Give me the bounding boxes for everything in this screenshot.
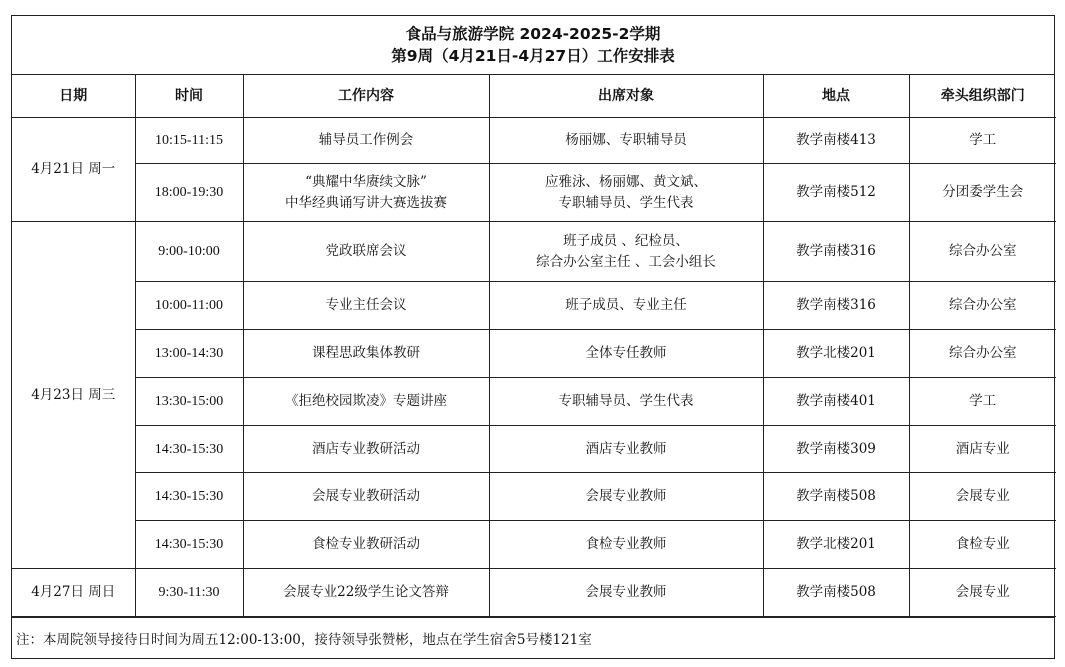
table-row: [12, 282, 1056, 330]
cell-time: 13:30-15:00: [135, 378, 243, 426]
header-content: 工作内容: [243, 75, 489, 118]
cell-dept: 学工: [909, 378, 1056, 426]
header-attendees: 出席对象: [489, 75, 763, 118]
attendees-line: 班子成员 、纪检员、: [563, 232, 689, 249]
cell-dept: 综合办公室: [909, 282, 1056, 330]
attendees-line: 酒店专业教师: [585, 440, 667, 457]
cell-dept: 学工: [909, 118, 1056, 164]
header-dept: 牵头组织部门: [909, 75, 1056, 118]
attendees-line: 专职辅导员、学生代表: [558, 194, 694, 211]
content-line: “典耀中华赓续文脉”: [305, 173, 427, 190]
attendees-line: 食检专业教师: [585, 536, 667, 552]
table-row: [12, 569, 1056, 617]
cell-location: 教学南楼508: [763, 569, 909, 617]
cell-content: [243, 569, 489, 617]
cell-attendees: [489, 521, 763, 569]
cell-content: [243, 378, 489, 426]
content-line: 中华经典诵写讲大赛选拔赛: [285, 194, 447, 211]
table-row: [12, 378, 1056, 426]
cell-content: [243, 473, 489, 521]
schedule-table: [12, 75, 1056, 617]
table-row: [12, 164, 1056, 222]
cell-location: 教学北楼201: [763, 330, 909, 378]
table-row: [12, 473, 1056, 521]
cell-time: 14:30-15:30: [135, 473, 243, 521]
cell-dept: 酒店专业: [909, 426, 1056, 473]
cell-location: 教学南楼401: [763, 378, 909, 426]
header-time: 时间: [135, 75, 243, 118]
cell-content: [243, 118, 489, 164]
cell-content: [243, 330, 489, 378]
cell-dept: 综合办公室: [909, 330, 1056, 378]
cell-time: 10:15-11:15: [135, 118, 243, 164]
cell-location: 教学南楼316: [763, 222, 909, 282]
cell-location: 教学南楼316: [763, 282, 909, 330]
cell-date: 4月23日 周三: [12, 222, 135, 569]
cell-time: 9:30-11:30: [135, 569, 243, 617]
title-line-2: 第9周（4月21日-4月27日）工作安排表: [391, 47, 675, 65]
content-line: 食检专业教研活动: [312, 536, 420, 552]
header-row: [12, 75, 1056, 118]
cell-dept: 分团委学生会: [909, 164, 1056, 222]
header-date: 日期: [12, 75, 135, 118]
title-line-1: 食品与旅游学院 2024-2025-2学期: [405, 25, 661, 43]
attendees-line: 全体专任教师: [585, 345, 667, 361]
cell-content: [243, 222, 489, 282]
cell-dept: 会展专业: [909, 569, 1056, 617]
cell-content: [243, 282, 489, 330]
cell-content: [243, 164, 489, 222]
attendees-line: 应雅泳、杨丽娜、黄文斌、: [545, 173, 707, 190]
attendees-line: 综合办公室主任 、工会小组长: [536, 253, 716, 270]
cell-attendees: [489, 569, 763, 617]
cell-location: 教学南楼512: [763, 164, 909, 222]
table-row: [12, 330, 1056, 378]
content-line: 会展专业教研活动: [312, 488, 420, 504]
schedule-title: [12, 16, 1054, 75]
attendees-line: 会展专业教师: [585, 584, 667, 600]
cell-location: 教学南楼309: [763, 426, 909, 473]
cell-attendees: [489, 330, 763, 378]
cell-time: 10:00-11:00: [135, 282, 243, 330]
cell-location: 教学南楼508: [763, 473, 909, 521]
cell-time: 14:30-15:30: [135, 521, 243, 569]
cell-content: [243, 521, 489, 569]
content-line: 会展专业22级学生论文答辩: [283, 584, 449, 600]
content-line: 酒店专业教研活动: [312, 440, 420, 457]
schedule-sheet: [11, 15, 1055, 659]
content-line: 辅导员工作例会: [318, 132, 414, 148]
cell-location: 教学北楼201: [763, 521, 909, 569]
table-row: [12, 222, 1056, 282]
table-row: [12, 118, 1056, 164]
content-line: 《拒绝校园欺凌》专题讲座: [285, 393, 447, 409]
cell-location: 教学南楼413: [763, 118, 909, 164]
cell-content: [243, 426, 489, 473]
content-line: 课程思政集体教研: [312, 345, 420, 361]
cell-dept: 会展专业: [909, 473, 1056, 521]
cell-dept: 综合办公室: [909, 222, 1056, 282]
cell-time: 9:00-10:00: [135, 222, 243, 282]
attendees-line: 杨丽娜、专职辅导员: [565, 132, 687, 148]
cell-time: 18:00-19:30: [135, 164, 243, 222]
table-row: [12, 521, 1056, 569]
cell-time: 13:00-14:30: [135, 330, 243, 378]
attendees-line: 专职辅导员、学生代表: [558, 393, 694, 409]
header-location: 地点: [763, 75, 909, 118]
cell-date: 4月21日 周一: [12, 118, 135, 222]
content-line: 专业主任会议: [325, 297, 407, 313]
cell-attendees: [489, 473, 763, 521]
attendees-line: 班子成员、专业主任: [565, 297, 687, 313]
footer-note: 注：本周院领导接待日时间为周五12:00-13:00，接待领导张赞彬，地点在学生宿舍5号楼121室: [12, 617, 1054, 658]
table-row: [12, 426, 1056, 473]
cell-attendees: [489, 222, 763, 282]
cell-attendees: [489, 164, 763, 222]
cell-time: 14:30-15:30: [135, 426, 243, 473]
cell-date: 4月27日 周日: [12, 569, 135, 617]
cell-attendees: [489, 378, 763, 426]
cell-attendees: [489, 282, 763, 330]
cell-attendees: [489, 118, 763, 164]
attendees-line: 会展专业教师: [585, 488, 667, 504]
content-line: 党政联席会议: [325, 243, 407, 259]
cell-dept: 食检专业: [909, 521, 1056, 569]
cell-attendees: [489, 426, 763, 473]
